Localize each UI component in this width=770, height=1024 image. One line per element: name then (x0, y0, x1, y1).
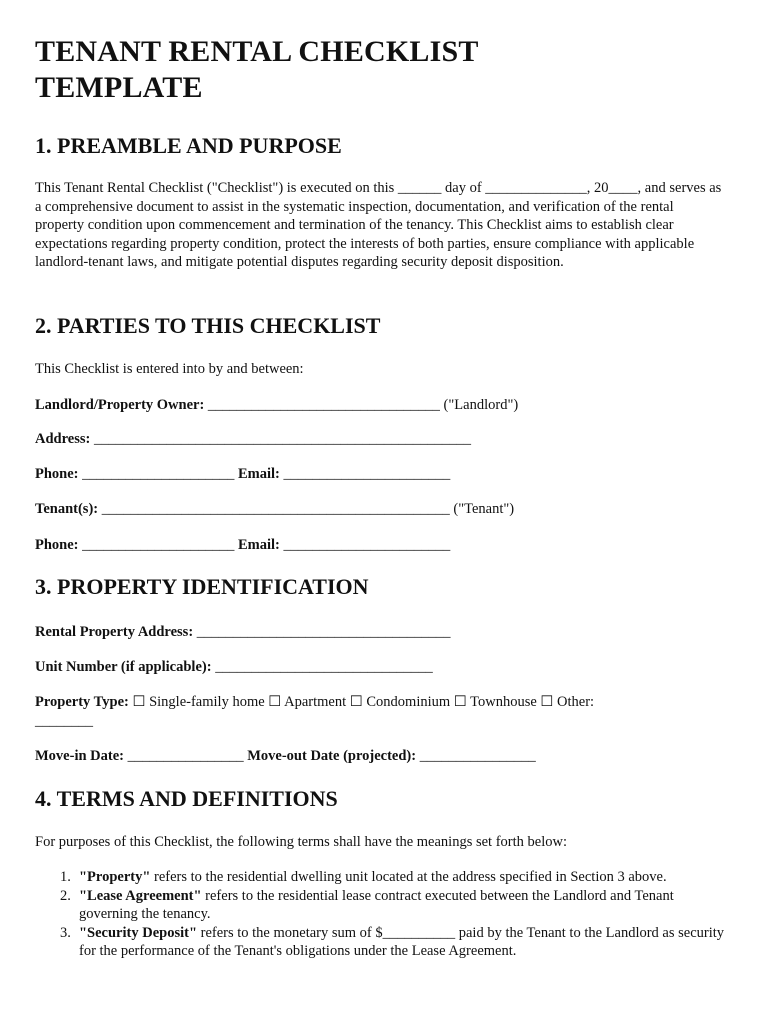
section-1-heading: 1. PREAMBLE AND PURPOSE (35, 133, 342, 158)
definitions-list (35, 868, 735, 961)
tenant-contact-field (35, 536, 450, 554)
tenant-email-blank: _______________________ (279, 537, 451, 553)
parties-intro: This Checklist is entered into by and between: (35, 361, 304, 377)
list-item (35, 887, 735, 924)
tenant-phone-label: Phone: (35, 537, 79, 553)
move-dates-field (35, 747, 536, 765)
move-out-blank: ________________ (416, 748, 536, 764)
definitions-intro: For purposes of this Checklist, the following terms shall have the meanings set forth below: (35, 834, 567, 850)
property-type-options: ☐ Single-family home ☐ Apartment ☐ Condominium ☐ Townhouse ☐ Other: (128, 694, 595, 710)
property-type-other-blank: ________ (35, 713, 93, 729)
rental-address-blank: ___________________________________ (193, 624, 451, 640)
list-item (35, 868, 735, 887)
rental-address-field (35, 623, 451, 641)
section-4-heading: 4. TERMS AND DEFINITIONS (35, 786, 338, 811)
unit-number-blank: ______________________________ (211, 659, 433, 675)
address-field (35, 430, 471, 448)
landlord-blank: ________________________________ ("Landlord") (204, 397, 519, 413)
preamble-paragraph: This Tenant Rental Checklist ("Checklist") is executed on this ______ day of ______________, 20____, and serves as a comprehensive document to assist in the systematic inspection, documentation, and verification of the rental property condition upon commencement and termination of the tenancy. This Checklist aims to establish clear expectations regarding property condition, protect the interests of both parties, ensure compliance with applicable landlord-tenant laws, and mitigate potential disputes regarding security deposit disposition. (35, 180, 722, 270)
unit-number-field (35, 658, 433, 676)
tenant-field (35, 500, 514, 518)
list-item-number: 1. (60, 869, 71, 885)
address-label: Address: (35, 431, 91, 447)
document-title-line-1: TENANT RENTAL CHECKLIST (35, 35, 479, 68)
definition-term: "Security Deposit" (79, 924, 197, 941)
rental-address-label: Rental Property Address: (35, 624, 194, 640)
unit-number-label: Unit Number (if applicable): (35, 659, 212, 675)
definition-text: refers to the residential dwelling unit located at the address specified in Section 3 above. (150, 869, 667, 885)
document-title-line-2: TEMPLATE (35, 71, 203, 104)
email-blank: _______________________ (279, 466, 451, 482)
list-item-number: 2. (60, 887, 71, 904)
phone-label: Phone: (35, 466, 79, 482)
tenant-blank: ________________________________________________ ("Tenant") (98, 501, 515, 517)
landlord-label: Landlord/Property Owner: (35, 397, 205, 413)
definition-term: "Property" (79, 869, 151, 885)
move-in-blank: ________________ (123, 748, 248, 764)
property-type-label: Property Type: (35, 694, 129, 710)
landlord-field (35, 396, 518, 414)
move-out-label: Move-out Date (projected): (247, 748, 417, 764)
definition-text: refers to the monetary sum of $__________ paid by the Tenant to the Landlord as security for the performance of the Tenant's obligations under the Lease Agreement. (79, 924, 725, 959)
tenant-label: Tenant(s): (35, 501, 99, 517)
move-in-label: Move-in Date: (35, 748, 124, 764)
email-label: Email: (238, 466, 280, 482)
section-2-heading: 2. PARTIES TO THIS CHECKLIST (35, 313, 381, 338)
definition-term: "Lease Agreement" (79, 887, 202, 904)
section-3-heading: 3. PROPERTY IDENTIFICATION (35, 574, 369, 599)
phone-blank: _____________________ (78, 466, 238, 482)
list-item-number: 3. (60, 924, 71, 941)
landlord-contact-field (35, 465, 450, 483)
document-title (35, 34, 479, 106)
tenant-phone-blank: _____________________ (78, 537, 238, 553)
tenant-email-label: Email: (238, 537, 280, 553)
definition-text: refers to the residential lease contract executed between the Landlord and Tenant governing the tenancy. (79, 887, 674, 922)
list-item (35, 924, 735, 961)
address-blank: ____________________________________________________ (90, 431, 471, 447)
property-type-field (35, 693, 594, 711)
